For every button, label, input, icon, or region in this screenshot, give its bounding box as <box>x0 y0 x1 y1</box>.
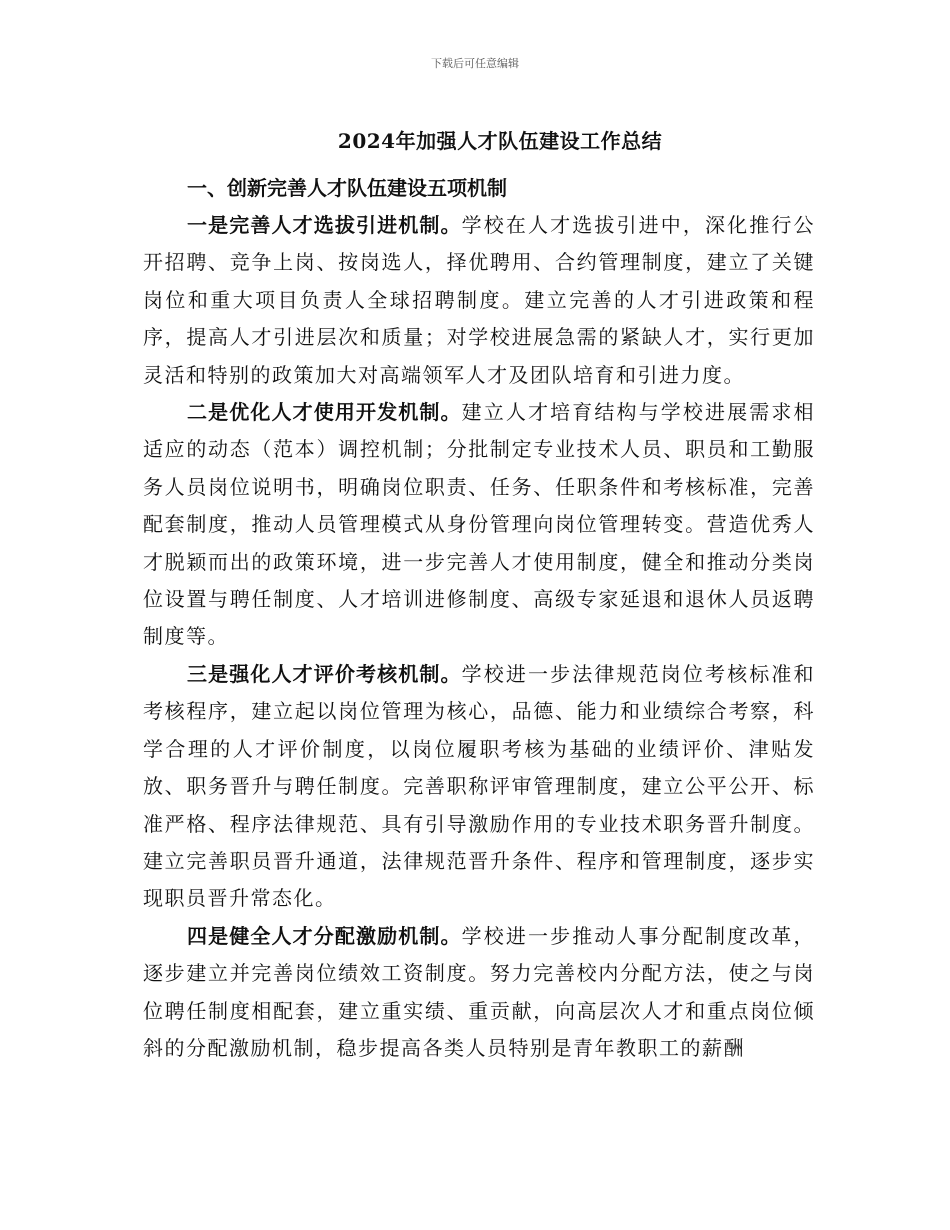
paragraph-lead: 一是完善人才选拔引进机制。 <box>187 213 462 237</box>
paragraph-lead: 四是健全人才分配激励机制。 <box>187 923 462 948</box>
paragraph-4 <box>143 918 815 1068</box>
paragraph-lead: 三是强化人才评价考核机制。 <box>187 661 462 686</box>
paragraph-3 <box>143 656 815 918</box>
paragraph-text: 学校进一步法律规范岗位考核标准和考核程序，建立起以岗位管理为核心，品德、能力和业绩综合考察，科学合理的人才评价制度，以岗位履职考核为基础的业绩评价、津贴发放、职务晋升与聘任制度。完善职称评审管理制度，建立公平公开、标准严格、程序法律规范、具有引导激励作用的专业技术职务晋升制度。建立完善职员晋升通道，法律规范晋升条件、程序和管理制度，逐步实现职员晋升常态化。 <box>143 661 815 911</box>
section-heading: 一、创新完善人才队伍建设五项机制 <box>187 176 507 200</box>
page-header-note: 下载后可任意编辑 <box>431 57 519 70</box>
paragraph-1 <box>143 207 815 394</box>
paragraph-lead: 二是优化人才使用开发机制。 <box>187 400 462 425</box>
document-body <box>143 170 815 1067</box>
paragraph-text: 学校进一步推动人事分配制度改革，逐步建立并完善岗位绩效工资制度。努力完善校内分配方法，使之与岗位聘任制度相配套，建立重实绩、重贡献，向高层次人才和重点岗位倾斜的分配激励机制，稳步提高各类人员特别是青年教职工的薪酬 <box>143 923 815 1060</box>
document-title: 2024年加强人才队伍建设工作总结 <box>337 129 663 153</box>
paragraph-text: 学校在人才选拔引进中，深化推行公开招聘、竞争上岗、按岗选人，择优聘用、合约管理制度，建立了关键岗位和重大项目负责人全球招聘制度。建立完善的人才引进政策和程序，提高人才引进层次和质量；对学校进展急需的紧缺人才，实行更加灵活和特别的政策加大对高端领军人才及团队培育和引进力度。 <box>143 213 815 387</box>
paragraph-text: 建立人才培育结构与学校进展需求相适应的动态（范本）调控机制；分批制定专业技术人员、职员和工勤服务人员岗位说明书，明确岗位职责、任务、任职条件和考核标准，完善配套制度，推动人员管理模式从身份管理向岗位管理转变。营造优秀人才脱颖而出的政策环境，进一步完善人才使用制度，健全和推动分类岗位设置与聘任制度、人才培训进修制度、高级专家延退和退休人员返聘制度等。 <box>143 400 815 649</box>
paragraph-2 <box>143 394 815 656</box>
